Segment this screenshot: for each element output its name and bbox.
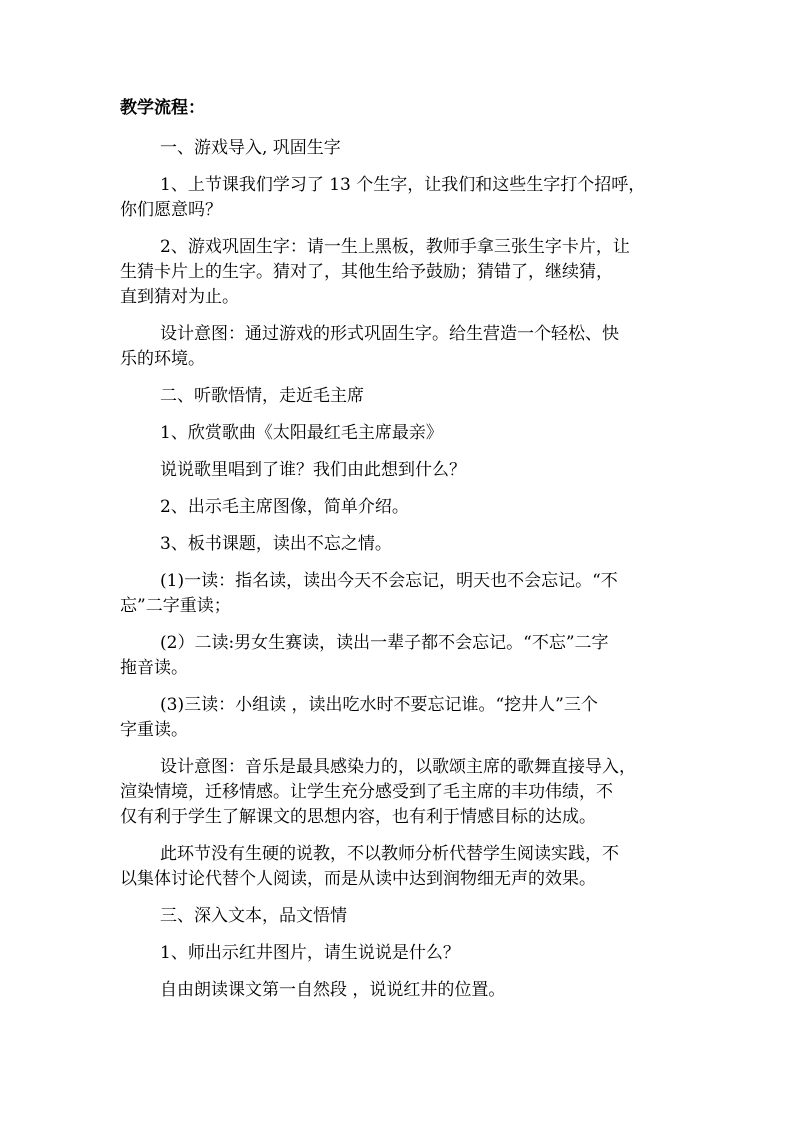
heading-one: 一、游戏导入, 巩固生字 — [160, 138, 341, 158]
paragraph-line: 设计意图：音乐是最具感染力的，以歌颂主席的歌舞直接导入， — [160, 757, 636, 777]
paragraph-line: 1、欣赏歌曲《太阳最红毛主席最亲》 — [160, 423, 443, 443]
paragraph-line: 你们愿意吗？ — [120, 200, 222, 220]
section-title: 教学流程： — [120, 98, 205, 118]
heading-three: 三、深入文本，品文悟情 — [160, 906, 347, 926]
paragraph-line: 以集体讨论代替个人阅读，而是从读中达到润物细无声的效果。 — [120, 869, 596, 889]
paragraph-line: 字重读。 — [120, 720, 188, 740]
paragraph-line: 直到猜对为止。 — [120, 287, 239, 307]
paragraph-line: 忘”二字重读； — [120, 596, 231, 616]
paragraph-line: 仅有利于学生了解课文的思想内容，也有利于情感目标的达成。 — [120, 807, 596, 827]
paragraph-line: 乐的环境。 — [120, 349, 205, 369]
paragraph-line: 生猜卡片上的生字。猜对了，其他生给予鼓励；猜错了，继续猜， — [120, 262, 613, 282]
paragraph-line: 2、出示毛主席图像，简单介绍。 — [160, 497, 409, 517]
heading-two: 二、听歌悟情，走近毛主席 — [160, 386, 364, 406]
paragraph-line: (3)三读：小组读 ，读出吃水时不要忘记谁。“挖井人”三个 — [160, 695, 598, 715]
paragraph-line: 渲染情境，迁移情感。让学生充分感受到了毛主席的丰功伟绩，不 — [120, 782, 613, 802]
paragraph-line: 设计意图：通过游戏的形式巩固生字。给生营造一个轻松、快 — [160, 324, 619, 344]
paragraph-line: 此环节没有生硬的说教，不以教师分析代替学生阅读实践，不 — [160, 844, 619, 864]
paragraph-line: (1)一读：指名读，读出今天不会忘记，明天也不会忘记。“不 — [160, 571, 618, 591]
paragraph-line: 1、上节课我们学习了 13 个生字，让我们和这些生字打个招呼， — [160, 175, 646, 195]
paragraph-line: 自由朗读课文第一自然段 ，说说红井的位置。 — [160, 980, 506, 1000]
paragraph-line: 说说歌里唱到了谁？我们由此想到什么？ — [160, 460, 466, 480]
paragraph-line: 3、板书课题，读出不忘之情。 — [160, 534, 392, 554]
paragraph-line: (2）二读:男女生赛读，读出一辈子都不会忘记。“不忘”二字 — [160, 633, 609, 653]
paragraph-line: 拖音读。 — [120, 658, 188, 678]
paragraph-line: 1、师出示红井图片，请生说说是什么？ — [160, 943, 460, 963]
paragraph-line: 2、游戏巩固生字：请一生上黑板，教师手拿三张生字卡片，让 — [160, 237, 630, 257]
